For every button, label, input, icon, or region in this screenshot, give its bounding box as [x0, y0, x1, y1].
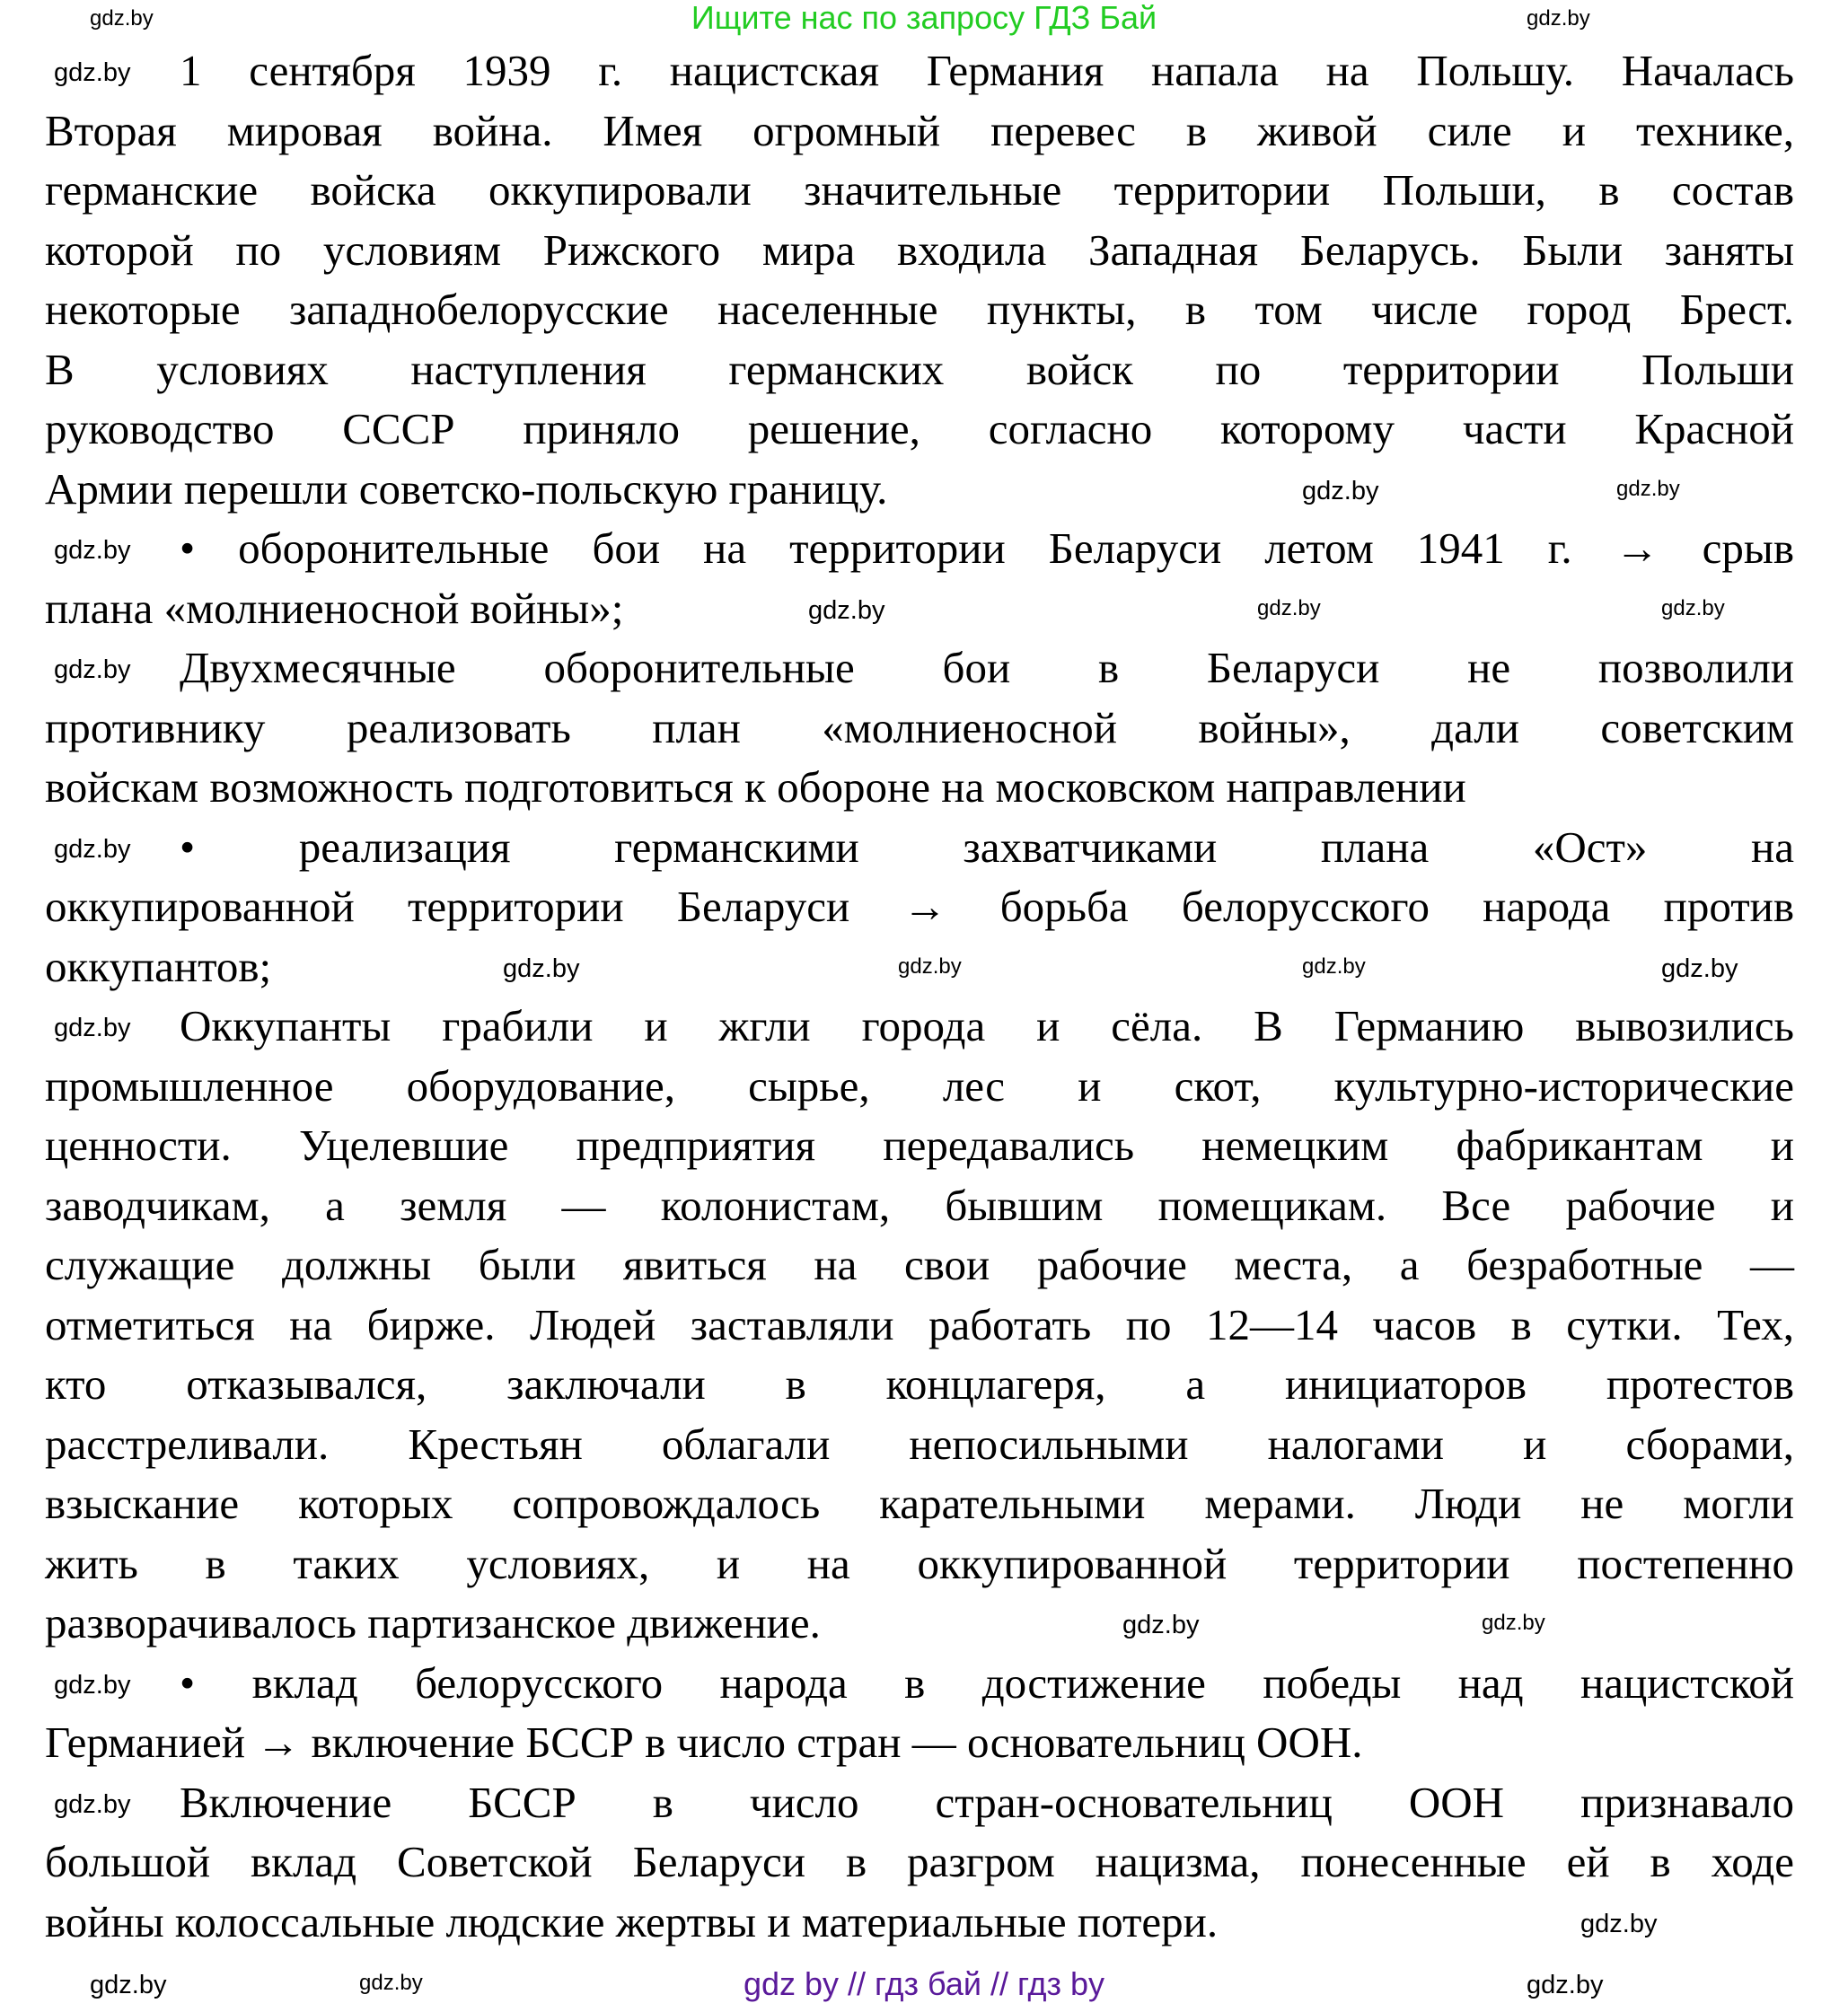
watermark-text: gdz.by — [1302, 953, 1366, 979]
watermark-text: gdz.by — [54, 1014, 131, 1042]
text-line: взыскание которых сопровождалось карательными мерами. Люди не могли — [45, 1479, 1794, 1528]
text-line: большой вклад Советской Беларуси в разгром нацизма, понесенные ей в ходе — [45, 1837, 1794, 1886]
text-line: • вклад белорусского народа в достижение победы над нацистской — [180, 1657, 1794, 1708]
watermark-text: gdz.by — [54, 536, 131, 565]
text-line: кто отказывался, заключали в концлагеря, а инициаторов протестов — [45, 1359, 1794, 1409]
watermark-text: gdz.by — [1661, 953, 1738, 983]
watermark-text: gdz.by — [54, 1670, 131, 1700]
text-line: 1 сентября 1939 г. нацистская Германия напала на Польшу. Началась — [180, 46, 1794, 95]
watermark-text: gdz.by — [54, 58, 131, 87]
watermark-text: gdz.by — [503, 953, 580, 983]
text-line: войны колоссальные людские жертвы и материальные потери. — [45, 1896, 1219, 1946]
text-line: Вторая мировая война. Имея огромный перевес в живой силе и технике, — [45, 105, 1794, 155]
watermark-text: gdz.by — [90, 6, 154, 31]
watermark-text: gdz.by — [90, 1971, 167, 1999]
text-line: • реализация германскими захватчиками плана «Ост» на — [180, 821, 1794, 872]
text-line: Германией → включение БССР в число стран — основательниц ООН. — [45, 1718, 1363, 1767]
text-line: жить в таких условиях, и на оккупированной территории постепенно — [45, 1538, 1794, 1588]
watermark-text: gdz.by — [1580, 1909, 1658, 1938]
watermark-text: gdz.by — [1527, 6, 1590, 31]
text-line: оккупированной территории Беларуси → борьба белорусского народа против — [45, 882, 1794, 931]
text-line: руководство СССР приняло решение, согласно которому части Красной — [45, 404, 1794, 453]
text-line: плана «молниеносной войны»; — [45, 583, 624, 633]
footer-watermark — [0, 1966, 1848, 2002]
watermark-text: gdz.by — [1527, 1971, 1604, 1999]
text-line: В условиях наступления германских войск по территории Польши — [45, 344, 1794, 394]
text-line: германские войска оккупировали значительные территории Польши, в состав — [45, 165, 1794, 215]
text-line: разворачивалось партизанское движение. — [45, 1598, 821, 1647]
text-line: оккупантов; — [45, 941, 272, 991]
watermark-text: gdz.by — [359, 1971, 423, 1995]
watermark-text: gdz.by — [808, 595, 885, 625]
text-line: Оккупанты грабили и жгли города и сёла. В Германию вывозились — [180, 1001, 1794, 1050]
watermark-text: gdz.by — [1122, 1611, 1200, 1639]
text-line: • оборонительные бои на территории Беларуси летом 1941 г. → срыв — [180, 523, 1794, 573]
watermark-text: gdz.by — [1302, 476, 1379, 505]
watermark-text: gdz.by — [1257, 595, 1321, 620]
text-line: расстреливали. Крестьян облагали непосильными налогами и сборами, — [45, 1419, 1794, 1469]
text-line: которой по условиям Рижского мира входила Западная Беларусь. Были заняты — [45, 224, 1794, 275]
search-hint-text: Ищите нас по запросу ГДЗ Бай — [691, 0, 1157, 36]
text-line: Двухмесячные оборонительные бои в Беларуси не позволили — [180, 643, 1794, 692]
footer-watermark-text: gdz by // гдз бай // гдз by — [743, 1965, 1105, 2002]
text-line: Армии перешли советско-польскую границу. — [45, 463, 888, 514]
watermark-text: gdz.by — [1616, 476, 1680, 501]
watermark-text: gdz.by — [1661, 595, 1725, 620]
text-line: заводчикам, а земля — колонистам, бывшим помещикам. Все рабочие и — [45, 1180, 1794, 1230]
text-line: отметиться на бирже. Людей заставляли работать по 12—14 часов в сутки. Тех, — [45, 1299, 1794, 1349]
text-line: ценности. Уцелевшие предприятия передавались немецким фабрикантам и — [45, 1120, 1794, 1170]
text-line: войскам возможность подготовиться к обороне на московском направлении — [45, 762, 1466, 812]
watermark-text: gdz.by — [54, 834, 131, 864]
watermark-text: gdz.by — [54, 1789, 131, 1819]
watermark-text: gdz.by — [54, 655, 131, 684]
watermark-text: gdz.by — [1482, 1611, 1545, 1635]
text-line: некоторые западнобелорусские населенные пункты, в том числе город Брест. — [45, 285, 1794, 334]
watermark-text: gdz.by — [898, 953, 962, 979]
text-line: противнику реализовать план «молниеносной войны», дали советским — [45, 702, 1794, 752]
text-line: служащие должны были явиться на свои рабочие места, а безработные — — [45, 1240, 1794, 1289]
text-line: промышленное оборудование, сырье, лес и скот, культурно-исторические — [45, 1060, 1794, 1111]
text-line: Включение БССР в число стран-основательниц ООН признавало — [180, 1777, 1794, 1827]
